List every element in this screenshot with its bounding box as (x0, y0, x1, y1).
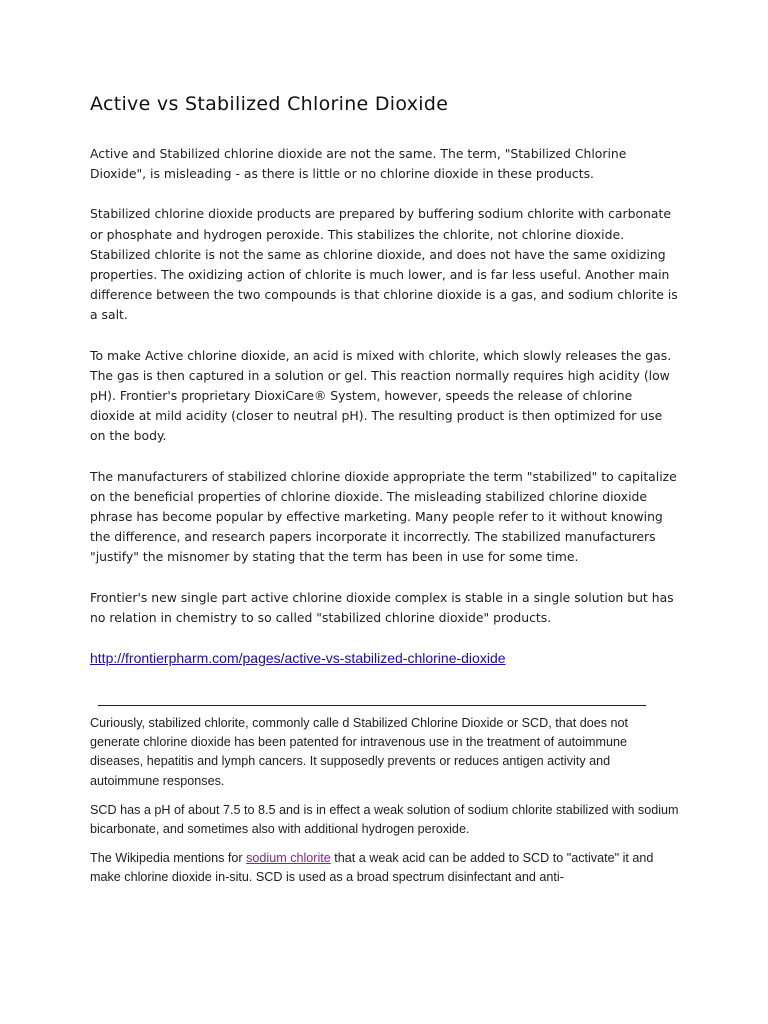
horizontal-divider (98, 705, 646, 706)
source-link[interactable]: http://frontierpharm.com/pages/active-vs-stabilized-chlorine-dioxide (90, 650, 506, 667)
note-paragraph-ph: SCD has a pH of about 7.5 to 8.5 and is in effect a weak solution of sodium chlorite stabilized with sodium bicarbonate, and sometimes also with additional hydrogen peroxide. (90, 802, 679, 837)
wiki-text-after: that a weak acid can be added to SCD to "activate" it and make chlorine dioxide in-situ. SCD is used as a broad spectrum disinfectant and anti- (90, 851, 654, 885)
source-link-line (90, 648, 680, 668)
note-paragraph-patent: Curiously, stabilized chlorite, commonly calle d Stabilized Chlorine Dioxide or SCD, that does not generate chlorine dioxide has been patented for intravenous use in the treatment of autoimmune diseases, hepatitis and lymph cancers. It supposedly prevents or reduces antigen activity and autoimmune responses. (90, 716, 629, 788)
page-title: Active vs Stabilized Chlorine Dioxide (90, 93, 449, 115)
paragraph-active: To make Active chlorine dioxide, an acid is mixed with chlorite, which slowly releases the gas. The gas is then captured in a solution or gel. This reaction normally requires high acidity (low pH). Frontier's proprietary DioxiCare® System, however, speeds the release of chlorine dioxide at mild acidity (closer to neutral pH). The resulting product is then optimized for use on the body. (90, 347, 672, 444)
note-paragraph-wikipedia (90, 849, 680, 887)
paragraph-manufacturers: The manufacturers of stabilized chlorine dioxide appropriate the term "stabilized" to capitalize on the beneficial properties of chlorine dioxide. The misleading stabilized chlorine dioxide phrase has become popular by effective marketing. Many people refer to it without knowing the difference, and research papers incorporate it incorrectly. The stabilized manufacturers "justify" the misnomer by stating that the term has been in use for some time. (90, 468, 677, 565)
sodium-chlorite-link[interactable]: sodium chlorite (246, 851, 331, 866)
paragraph-intro: Active and Stabilized chlorine dioxide are not the same. The term, "Stabilized Chlorine Dioxide", is misleading - as there is little or no chlorine dioxide in these products. (90, 146, 627, 182)
paragraph-frontier: Frontier's new single part active chlorine dioxide complex is stable in a single solution but has no relation in chemistry to so called "stabilized chlorine dioxide" products. (90, 589, 674, 625)
wiki-text-before: The Wikipedia mentions for (90, 851, 247, 866)
paragraph-stabilized: Stabilized chlorine dioxide products are prepared by buffering sodium chlorite with carbonate or phosphate and hydrogen peroxide. This stabilizes the chlorite, not chlorine dioxide. Stabilized chlorite is not the same as chlorine dioxide, and does not have the same oxidizing properties. The oxidizing action of chlorite is much lower, and is far less useful. Another main difference between the two compounds is that chlorine dioxide is a gas, and sodium chlorite is a salt. (90, 206, 678, 323)
